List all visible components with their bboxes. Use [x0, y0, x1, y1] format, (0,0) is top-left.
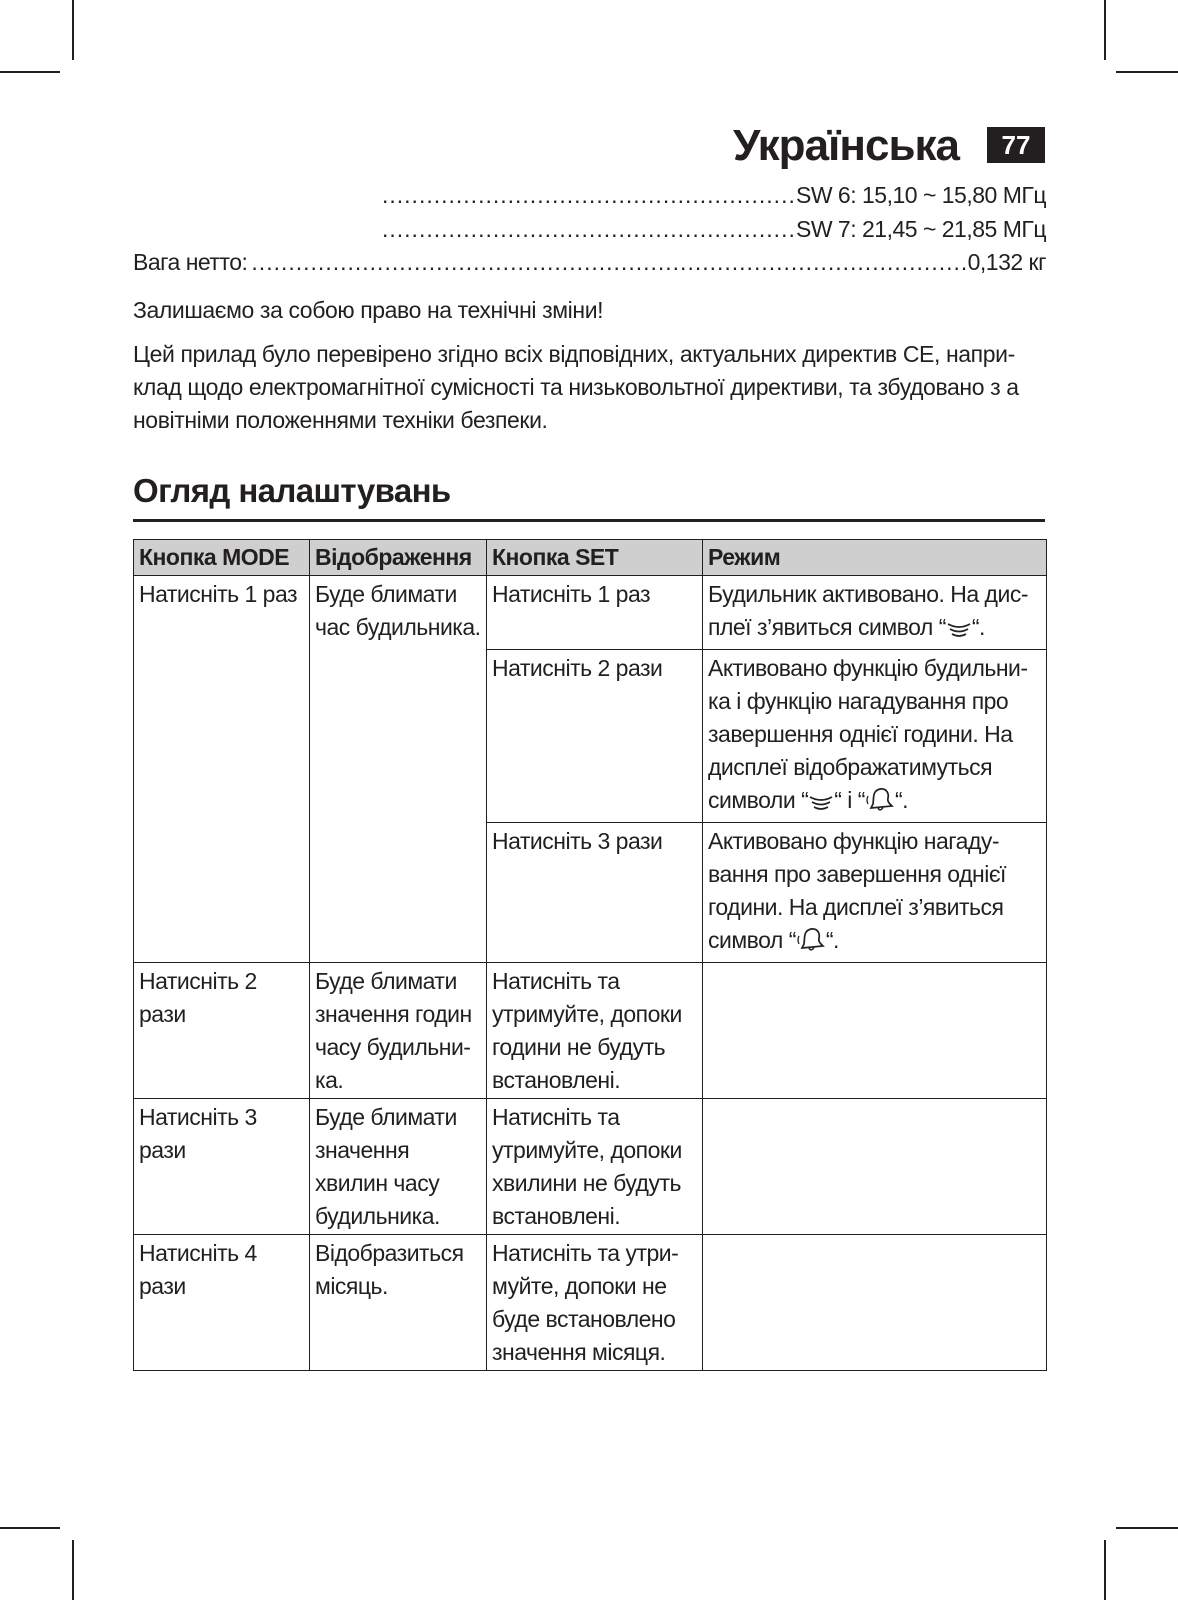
mode-cell: Натисніть 3 рази [134, 1099, 310, 1235]
display-cell: Відобразиться місяць. [310, 1235, 487, 1371]
set-cell: Натисніть 2 рази [487, 650, 703, 823]
mode-cell: Натисніть 2 рази [134, 963, 310, 1099]
set-cell: Натисніть та утримуйте, допоки години не будуть встановлені. [487, 963, 703, 1099]
ce-conformity-text: Цей прилад було перевірено згідно всіх відповідних, актуальних директив CE, наприклад щодо електромагнітної сумісності та низьковольтної директиви, та збудовано з а новітніми положеннями техніки безпеки. [133, 341, 1019, 433]
column-header: Кнопка MODE [134, 540, 310, 576]
bell-icon [865, 786, 895, 821]
spec-weight-value: 0,132 кг [967, 249, 1046, 275]
result-text: Активовано функцію будильника і функцію нагадування про завершення однієї години. На дисплеї відображатимуться символи “ [708, 655, 1029, 813]
leader-dots [382, 214, 796, 244]
table-row [134, 963, 1047, 1099]
section-divider [133, 519, 1045, 522]
column-header: Режим [703, 540, 1047, 576]
settings-table [133, 539, 1047, 1371]
spec-sw7-value: SW 7: 21,45 ~ 21,85 МГц [795, 216, 1046, 242]
leader-dots [382, 180, 796, 210]
spec-sw6 [382, 180, 1046, 210]
display-cell: Буде блимати значення годин часу будильника. [310, 963, 487, 1099]
set-cell: Натисніть та утримуйте, допоки не буде встановлено значення місяця. [487, 1235, 703, 1371]
bell-icon [796, 926, 826, 961]
mode-cell: Натисніть 1 раз [134, 576, 310, 963]
set-cell: Натисніть 3 рази [487, 823, 703, 963]
crop-mark-br-v [1104, 1540, 1106, 1600]
result-text: Активовано функцію нагадування про завершення однієї години. На дисплеї з’явиться символ “ [708, 828, 1006, 953]
result-cell [703, 823, 1047, 963]
crop-mark-tl-h [0, 71, 60, 73]
page-number: 77 [987, 127, 1045, 163]
result-text-end: “. [894, 787, 909, 813]
table-header-row [134, 540, 1047, 576]
spec-sw6-value: SW 6: 15,10 ~ 15,80 МГц [795, 182, 1046, 208]
spec-sw7 [382, 214, 1046, 244]
column-header: Відображення [310, 540, 487, 576]
result-text: Будильник активовано. На дисплеї з’явиться символ “ [708, 581, 1029, 640]
column-header: Кнопка SET [487, 540, 703, 576]
table-row [134, 1099, 1047, 1235]
mode-cell: Натисніть 4 рази [134, 1235, 310, 1371]
spec-weight-label: Вага нетто: [133, 249, 248, 275]
result-cell-empty [703, 1235, 1047, 1371]
language-title: Українська [732, 121, 959, 170]
alarm-wave-icon [808, 788, 834, 821]
result-text-end: “. [825, 927, 839, 953]
leader-dots [251, 247, 967, 277]
result-cell [703, 576, 1047, 650]
table-row [134, 576, 1047, 650]
result-cell-empty [703, 963, 1047, 1099]
result-cell [703, 650, 1047, 823]
crop-mark-tl-v [72, 0, 74, 60]
crop-mark-bl-v [72, 1540, 74, 1600]
section-title: Огляд налаштувань [133, 472, 451, 509]
crop-mark-bl-h [0, 1527, 60, 1529]
set-cell: Натисніть 1 раз [487, 576, 703, 650]
crop-mark-br-h [1116, 1527, 1178, 1529]
result-text-end: “. [971, 614, 985, 640]
crop-mark-tr-h [1116, 71, 1178, 73]
display-cell: Буде блимати значення хвилин часу будильника. [310, 1099, 487, 1235]
alarm-wave-icon [946, 615, 972, 648]
set-cell: Натисніть та утримуйте, допоки хвилини не будуть встановлені. [487, 1099, 703, 1235]
display-cell: Буде блимати час будильника. [310, 576, 487, 963]
crop-mark-tr-v [1104, 0, 1106, 60]
page-header [133, 118, 1045, 176]
result-cell-empty [703, 1099, 1047, 1235]
table-row [134, 1235, 1047, 1371]
disclaimer-text: Залишаємо за собою право на технічні зміни! [133, 297, 604, 323]
result-text-mid: “ і “ [834, 787, 865, 813]
spec-weight [133, 247, 1046, 277]
